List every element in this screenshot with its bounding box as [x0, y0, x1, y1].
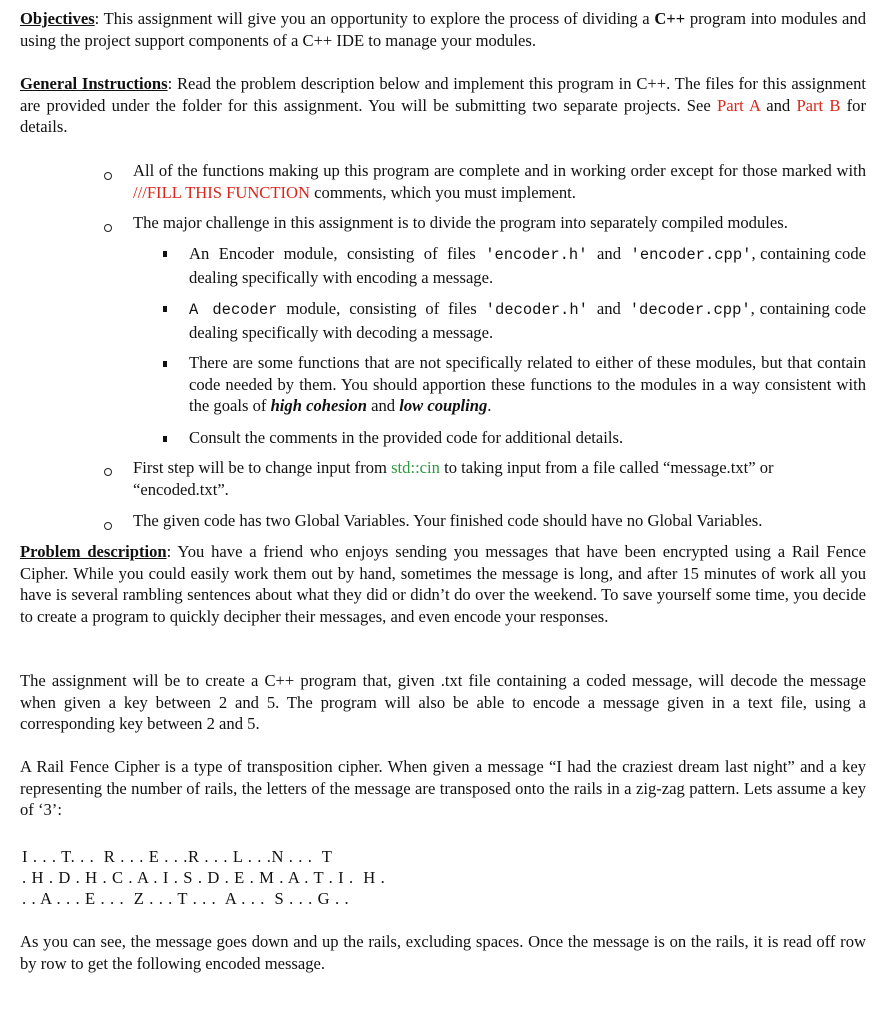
cohesion-period: .: [487, 396, 492, 415]
square-bullet-icon: [163, 436, 167, 442]
circle-bullet-icon: [104, 468, 112, 476]
part-b-link: Part B: [796, 95, 841, 115]
circle-bullet-icon: [104, 224, 112, 232]
high-cohesion-text: high cohesion: [270, 396, 367, 415]
sub-bullet-decoder: [189, 298, 866, 343]
final-paragraph: As you can see, the message goes down and up the rails, excluding spaces. Once the message is on the rails, it is read off row by row to get the following encoded message.: [20, 932, 866, 973]
encoder-and: and: [587, 244, 631, 263]
cohesion-and: and: [366, 396, 400, 415]
problem-text: : You have a friend who enjoys sending you messages that have been encrypted using a Rail Fence Cipher. While you could easily work them out by hand, sometimes the message is long, and after 15 minutes of work all you have is several rambling sentences about what they did or didn’t do over the weekend. To save yourself some time, you decide to create a program to quickly decipher their messages, and even encode your responses.: [20, 542, 866, 626]
circle-bullet-icon: [104, 522, 112, 530]
general-and: and: [760, 95, 797, 115]
bullet-first-step: [133, 457, 866, 500]
objectives-label: Objectives: [20, 9, 95, 28]
encoder-cpp-file: 'encoder.cpp': [630, 246, 752, 264]
bullet-1-text-2: comments, which you must implement.: [310, 182, 576, 202]
objectives-paragraph: [20, 8, 866, 51]
encoder-text-2: , containing code dealing specifically with encoding a message.: [189, 244, 866, 287]
problem-description-label: Problem description: [20, 542, 167, 561]
first-step-text-2: to taking input from a file called “message.txt” or “encoded.txt”.: [133, 458, 774, 499]
objectives-cpp: C++: [654, 9, 686, 28]
decoder-text-2: , containing code dealing specifically with decoding a message.: [189, 299, 867, 342]
bullet-major-challenge: The major challenge in this assignment is to divide the program into separately compiled modules.: [133, 213, 788, 232]
general-instructions-paragraph: [20, 73, 866, 138]
assignment-paragraph: The assignment will be to create a C++ program that, given .txt file containing a coded message, will decode the message when given a key between 2 and 5. The program will also be able to encode a message given in a text file, using a corresponding key between 2 and 5.: [20, 671, 866, 733]
general-text-2: for details.: [20, 95, 867, 136]
fill-this-function-text: ///FILL THIS FUNCTION: [133, 182, 311, 202]
objectives-text: : This assignment will give you an opportunity to explore the process of dividing a: [94, 9, 655, 28]
square-bullet-icon: [163, 306, 167, 312]
circle-bullet-icon: [104, 172, 112, 180]
bullet-global-variables: The given code has two Global Variables. Your finished code should have no Global Variables.: [133, 511, 763, 530]
rail-fence-paragraph: A Rail Fence Cipher is a type of transposition cipher. When given a message “I had the craziest dream last night” and a key representing the number of rails, the letters of the message are transposed onto the rails in a zig-zag pattern. Lets assume a key of ‘3’:: [20, 757, 866, 819]
decoder-and: and: [587, 299, 630, 318]
square-bullet-icon: [163, 251, 167, 257]
square-bullet-icon: [163, 361, 167, 367]
general-text: : Read the problem description below and implement this program in C++. The files for this assignment are provided under the folder for this assignment. You will be submitting two separate projects. See: [20, 74, 866, 115]
cohesion-text: There are some functions that are not specifically related to either of these modules, but that contain code needed by them. You should apportion these functions to the modules in a way consistent with the goals of: [189, 353, 866, 415]
general-instructions-label: General Instructions: [20, 74, 168, 93]
decoder-h-file: 'decoder.h': [485, 301, 588, 319]
rail-row-3: . . A . . . E . . . Z . . . T . . . A . . . S . . . G . .: [22, 889, 350, 908]
sub-bullet-comments: Consult the comments in the provided code for additional details.: [189, 428, 624, 447]
bullet-1-text: All of the functions making up this program are complete and in working order except for those marked with: [133, 161, 866, 180]
first-step-text: First step will be to change input from: [133, 458, 392, 477]
encoder-text: An Encoder module, consisting of files: [189, 244, 486, 263]
rail-row-1: I . . . T. . . R . . . E . . .R . . . L . . .N . . . T: [22, 847, 333, 866]
part-a-link: Part A: [716, 95, 761, 115]
low-coupling-text: low coupling: [399, 396, 488, 415]
encoder-h-file: 'encoder.h': [485, 246, 588, 264]
decoder-cpp-file: 'decoder.cpp': [629, 301, 751, 319]
std-cin-text: std::cin: [391, 458, 440, 477]
bullet-fill-function: [133, 160, 866, 203]
problem-description-paragraph: [20, 541, 866, 627]
rail-row-2: . H . D . H . C . A . I . S . D . E . M . A . T . I . H .: [22, 868, 386, 887]
objectives-text-2: program into modules and using the project support components of a C++ IDE to manage your modules.: [20, 9, 866, 50]
decoder-text: module, consisting of files: [277, 299, 486, 318]
sub-bullet-encoder: [189, 243, 866, 288]
sub-bullet-cohesion: [189, 352, 866, 417]
decoder-module-name: A decoder: [189, 301, 278, 319]
